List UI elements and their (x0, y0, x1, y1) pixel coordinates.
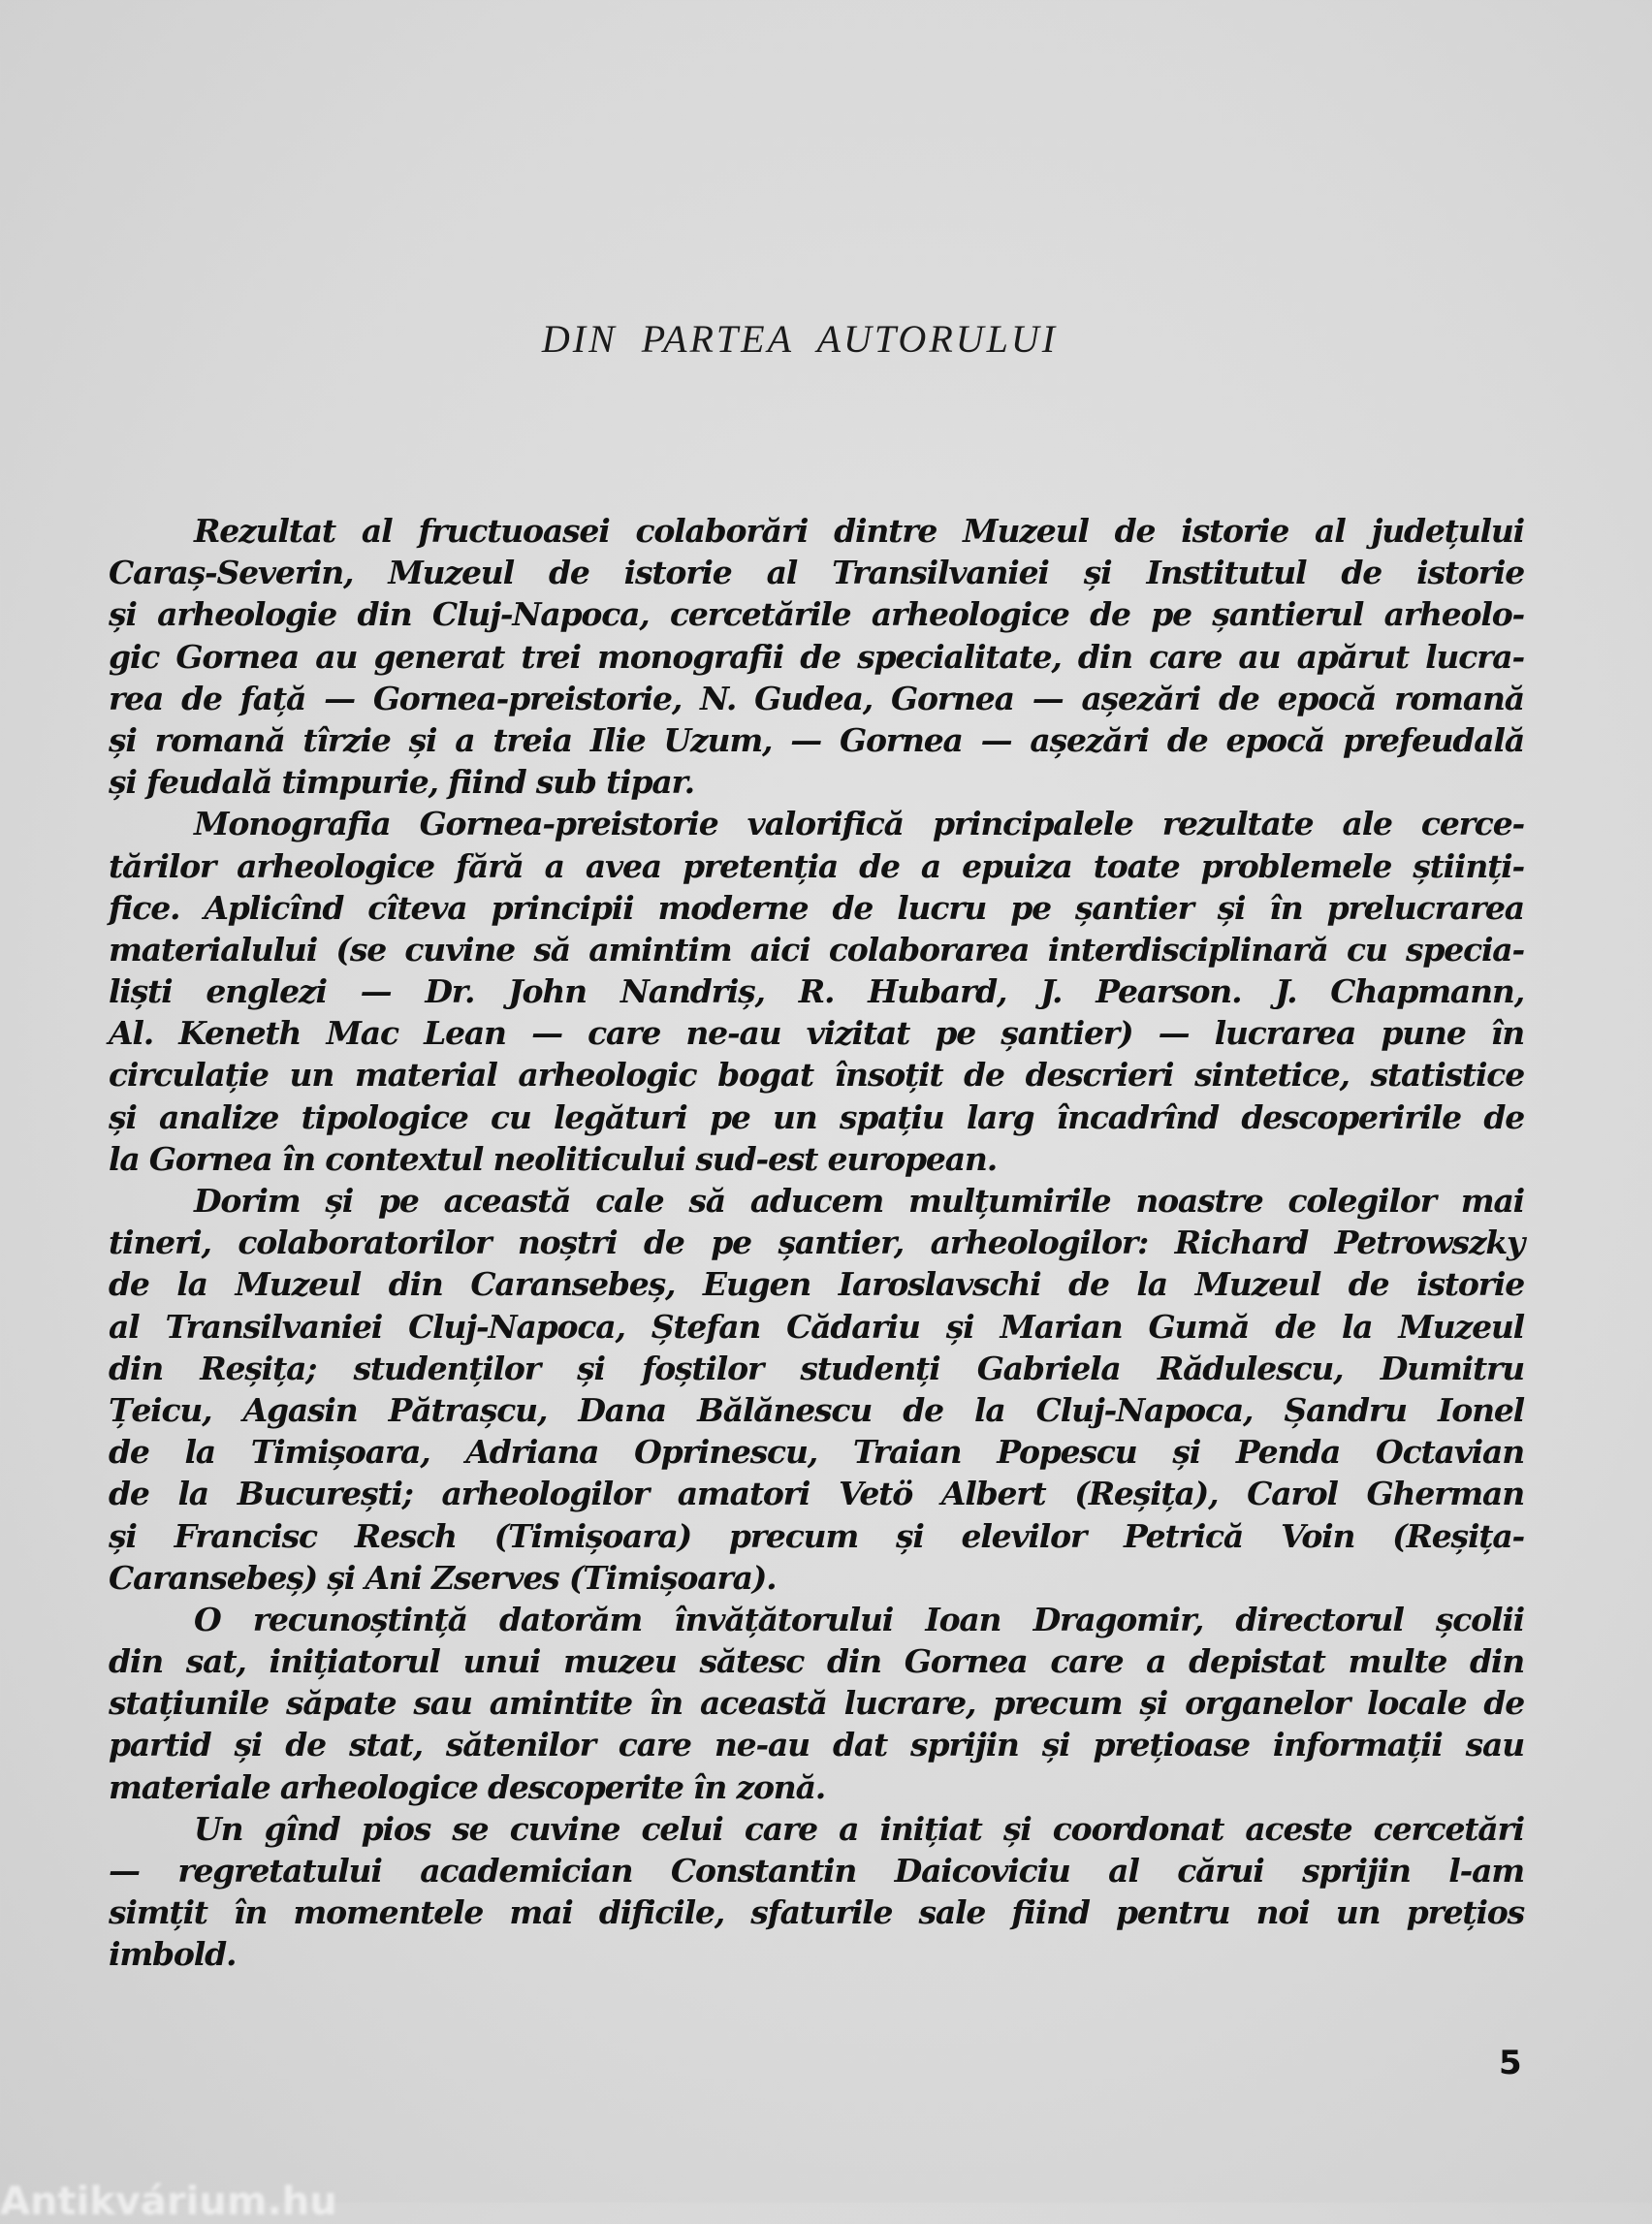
text-line: imbold. (109, 1935, 237, 1974)
text-line: al Transilvaniei Cluj-Napoca, Ștefan Cădariu și Marian Gumă de la Muzeul (109, 1307, 1524, 1346)
text-line: gic Gornea au generat trei monografii de specialitate, din care au apărut lucra- (109, 637, 1524, 676)
text-line: rea de față — Gornea-preistorie, N. Gudea, Gornea — așezări de epocă romană (109, 679, 1524, 717)
watermark: Antikvárium.hu (0, 2179, 337, 2224)
text-line: de la București; arheologilor amatori Vetö Albert (Reșița), Carol Gherman (109, 1475, 1524, 1513)
text-line: și arheologie din Cluj-Napoca, cercetările arheologice de pe șantierul arheolo- (109, 595, 1524, 634)
paragraph (109, 803, 1524, 1180)
text-line: circulație un material arheologic bogat însoțit de descrieri sintetice, statistice (109, 1056, 1524, 1095)
page-title: DIN PARTEA AUTORULUI (541, 317, 1059, 361)
text-line: Caraș-Severin, Muzeul de istorie al Transilvaniei și Institutul de istorie (109, 554, 1524, 592)
text-line: fice. Aplicînd cîteva principii moderne de lucru pe șantier și în prelucrarea (109, 888, 1524, 927)
text-line: simțit în momentele mai dificile, sfaturile sale fiind pentru noi un prețios (109, 1893, 1524, 1932)
text-line: din sat, inițiatorul unui muzeu sătesc din Gornea care a depistat multe din (109, 1642, 1524, 1681)
text-line: de la Timișoara, Adriana Oprinescu, Traian Popescu și Penda Octavian (109, 1433, 1524, 1472)
text-line: — regretatului academician Constantin Daicoviciu al cărui sprijin l-am (109, 1852, 1524, 1890)
text-line: materiale arheologice descoperite în zonă. (109, 1767, 826, 1806)
paragraph (109, 1180, 1524, 1599)
body-text (109, 510, 1524, 1976)
text-line: Rezultat al fructuoasei colaborări dintre Muzeul de istorie al județului (194, 512, 1524, 550)
text-line: liști englezi — Dr. John Nandriș, R. Hubard, J. Pearson. J. Chapmann, (109, 972, 1524, 1011)
text-line: O recunoștință datorăm învățătorului Ioan Dragomir, directorul școlii (194, 1600, 1524, 1638)
text-line: tineri, colaboratorilor noștri de pe șantier, arheologilor: Richard Petrowszky (109, 1223, 1524, 1262)
page-number: 5 (1499, 2044, 1522, 2082)
text-line: stațiunile săpate sau amintite în această lucrare, precum și organelor locale de (109, 1684, 1524, 1723)
text-line: Dorim și pe această cale să aducem mulțumirile noastre colegilor mai (194, 1182, 1524, 1220)
text-line: Țeicu, Agasin Pătrașcu, Dana Bălănescu de la Cluj-Napoca, Șandru Ionel (109, 1390, 1524, 1429)
paragraph (109, 510, 1524, 803)
text-line: din Reșița; studenților și foștilor studenți Gabriela Rădulescu, Dumitru (109, 1349, 1524, 1387)
paragraph (109, 1599, 1524, 1808)
text-line: de la Muzeul din Caransebeș, Eugen Iaroslavschi de la Muzeul de istorie (109, 1265, 1524, 1304)
text-line: partid și de stat, sătenilor care ne-au dat sprijin și prețioase informații sau (109, 1726, 1524, 1764)
text-line: Monografia Gornea-preistorie valorifică principalele rezultate ale cerce- (194, 805, 1524, 843)
text-line: și romană tîrzie și a treia Ilie Uzum, — Gornea — așezări de epocă prefeudală (109, 720, 1524, 759)
text-line: Caransebeș) și Ani Zserves (Timișoara). (109, 1558, 777, 1597)
text-line: la Gornea în contextul neoliticului sud-est european. (109, 1139, 997, 1178)
paragraph (109, 1808, 1524, 1976)
text-line: tărilor arheologice fără a avea pretenția de a epuiza toate problemele științi- (109, 846, 1524, 885)
text-line: și feudală timpurie, fiind sub tipar. (109, 763, 694, 802)
text-line: și Francisc Resch (Timișoara) precum și elevilor Petrică Voin (Reșița- (109, 1516, 1524, 1555)
text-line: și analize tipologice cu legături pe un spațiu larg încadrînd descoperirile de (109, 1097, 1524, 1136)
text-line: Al. Keneth Mac Lean — care ne-au vizitat pe șantier) — lucrarea pune în (109, 1014, 1524, 1053)
text-line: Un gînd pios se cuvine celui care a inițiat și coordonat aceste cercetări (194, 1809, 1524, 1848)
text-line: materialului (se cuvine să amintim aici colaborarea interdisciplinară cu specia- (109, 930, 1524, 969)
